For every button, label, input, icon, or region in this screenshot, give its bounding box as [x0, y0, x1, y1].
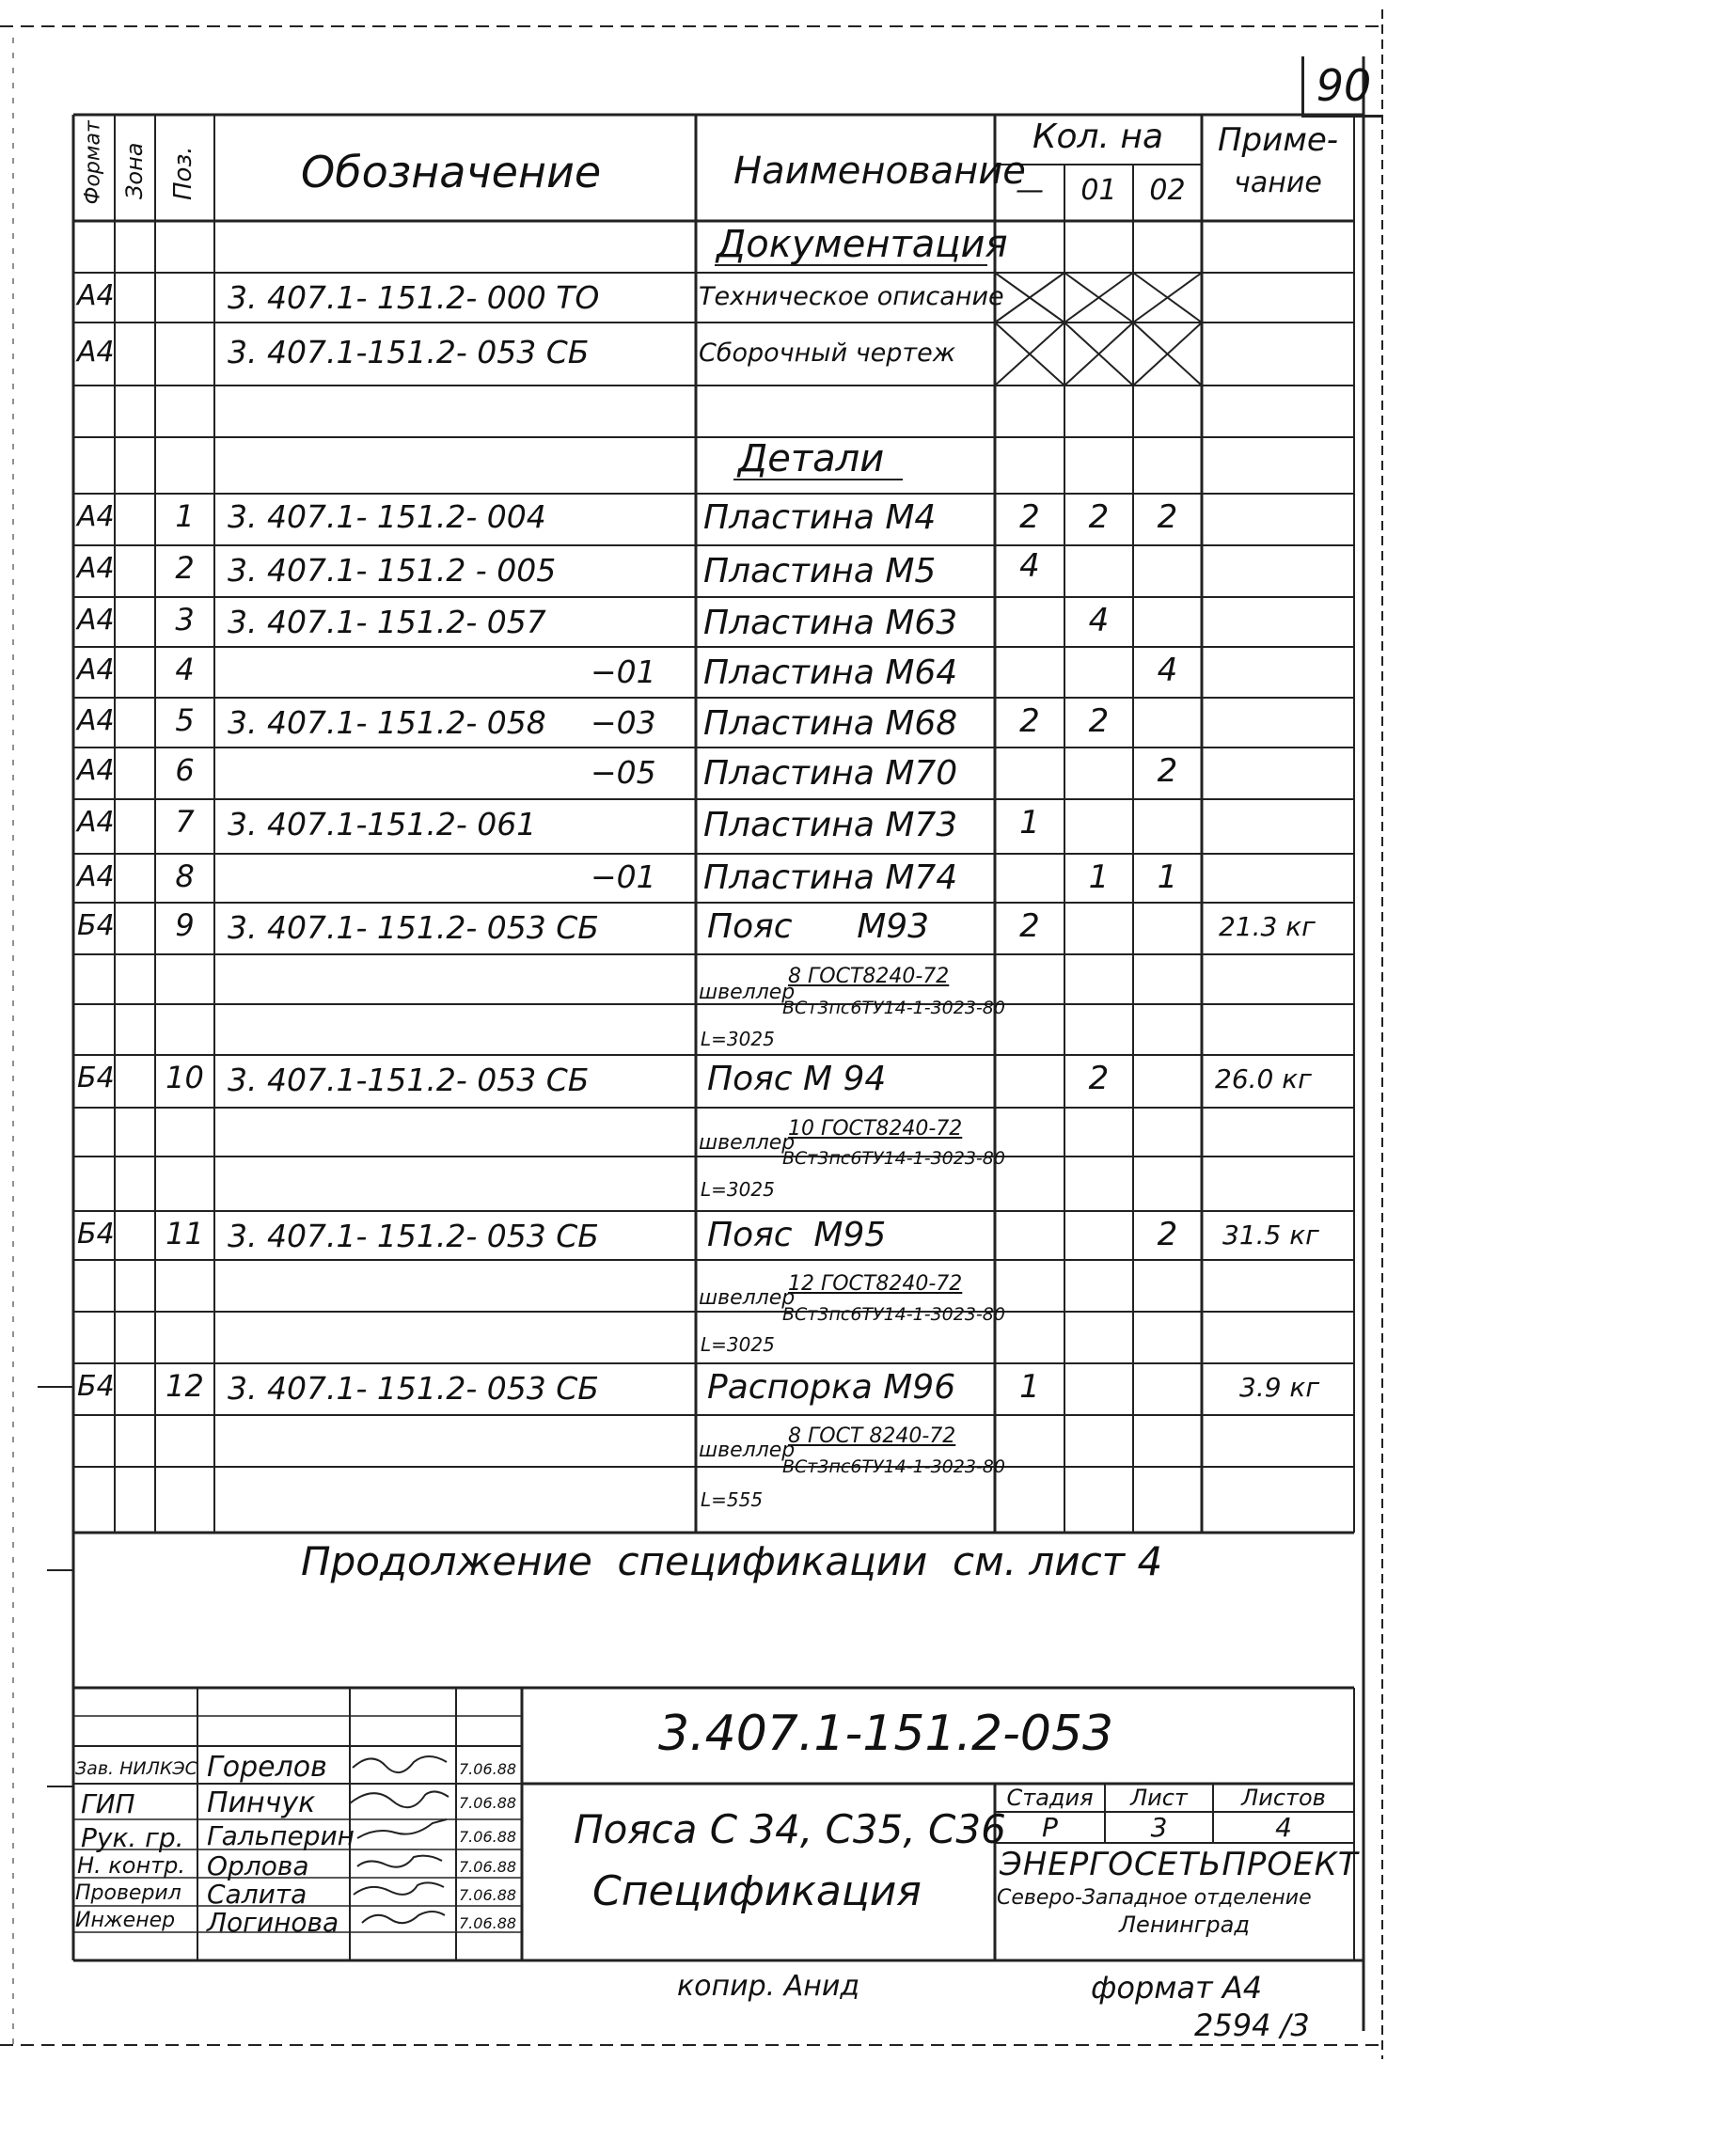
org-name: ЭНЕРГОСЕТЬПРОЕКТ [1000, 1846, 1359, 1883]
page-number: 90 [1301, 56, 1383, 118]
staff-role: Зав. НИЛКЭС [75, 1758, 197, 1779]
org-branch: Северо-Западное отделение [997, 1886, 1312, 1910]
row-designation: 3. 407.1-151.2- 053 СБ [228, 1062, 590, 1098]
row-qty-2: 4 [1157, 652, 1178, 689]
row-designation: 3. 407.1- 151.2 - 005 [228, 552, 557, 589]
row-pos: 9 [175, 907, 195, 943]
profile-length: L=555 [701, 1488, 764, 1511]
row-note: 3.9 кг [1239, 1372, 1320, 1403]
profile-type: швеллер [699, 1439, 796, 1462]
continuation-note: Продолжение спецификации см. лист 4 [301, 1538, 1163, 1584]
doc-row-designation: 3. 407.1- 151.2- 000 ТО [228, 279, 600, 316]
row-format: Б4 [77, 909, 115, 942]
staff-name: Горелов [207, 1751, 327, 1784]
row-qty-0: 2 [1019, 702, 1040, 740]
row-pos: 3 [175, 602, 195, 637]
row-suffix: −01 [591, 858, 656, 895]
staff-date: 7.06.88 [459, 1794, 517, 1812]
row-pos: 12 [166, 1368, 204, 1404]
row-note: 21.3 кг [1219, 911, 1316, 942]
row-designation: 3. 407.1- 151.2- 053 СБ [228, 909, 599, 946]
row-qty-0: 1 [1019, 804, 1040, 842]
row-name: Пластина М74 [703, 858, 958, 897]
row-qty-1: 2 [1088, 702, 1110, 740]
staff-role: Инженер [75, 1909, 176, 1932]
format-label: формат А4 [1091, 1970, 1263, 2006]
row-qty-2: 1 [1157, 858, 1178, 896]
staff-date: 7.06.88 [459, 1886, 517, 1904]
doc-row-format: А4 [77, 336, 115, 369]
row-designation: 3. 407.1- 151.2- 058 [228, 704, 546, 741]
row-format: А4 [77, 860, 115, 893]
profile-type: швеллер [699, 1131, 796, 1155]
staff-name: Логинова [207, 1907, 339, 1938]
row-name: Пояс М 94 [707, 1060, 887, 1098]
staff-name: Гальперин [207, 1820, 355, 1851]
header-qty-col-0: — [1016, 174, 1044, 207]
header-pos: Поз. [169, 146, 197, 200]
row-qty-2: 2 [1157, 752, 1178, 790]
row-format: Б4 [77, 1062, 115, 1094]
section-documentation: Документация [717, 223, 1008, 266]
staff-date: 7.06.88 [459, 1914, 517, 1932]
row-name: Пластина М63 [703, 604, 958, 642]
row-name: Пластина М70 [703, 754, 958, 793]
row-qty-0: 4 [1019, 547, 1040, 585]
row-pos: 5 [175, 702, 195, 738]
staff-role: Проверил [75, 1881, 181, 1905]
profile-size: 10 ГОСТ8240-72 [788, 1117, 963, 1141]
profile-size: 12 ГОСТ8240-72 [788, 1272, 963, 1296]
row-designation: 3. 407.1- 151.2- 057 [228, 604, 546, 640]
profile-type: швеллер [699, 1286, 796, 1310]
row-qty-1: 4 [1088, 602, 1110, 639]
row-name: Пояс М95 [707, 1216, 887, 1254]
header-qty-col-2: 02 [1149, 174, 1186, 207]
profile-length: L=3025 [701, 1333, 775, 1356]
row-designation: 3. 407.1- 151.2- 004 [228, 498, 546, 535]
row-qty-2: 2 [1157, 1216, 1178, 1253]
sheet-value: 3 [1150, 1812, 1168, 1843]
staff-date: 7.06.88 [459, 1828, 517, 1846]
row-name: Пластина М73 [703, 806, 958, 844]
row-qty-0: 2 [1019, 498, 1040, 536]
profile-length: L=3025 [701, 1028, 775, 1050]
row-note: 31.5 кг [1222, 1220, 1319, 1251]
row-pos: 8 [175, 858, 195, 894]
row-qty-2: 2 [1157, 498, 1178, 536]
row-format: А4 [77, 604, 115, 637]
doc-row-name: Техническое описание [699, 282, 1004, 311]
row-pos: 6 [175, 752, 195, 788]
row-name: Пояс М93 [707, 907, 930, 946]
doc-row-format: А4 [77, 279, 115, 312]
row-designation: 3. 407.1- 151.2- 053 СБ [228, 1218, 599, 1254]
doc-row-name: Сборочный чертеж [699, 338, 956, 368]
row-suffix: −03 [591, 704, 656, 741]
staff-name: Орлова [207, 1850, 309, 1881]
header-name: Наименование [733, 150, 1026, 193]
row-format: А4 [77, 806, 115, 839]
row-pos: 11 [166, 1216, 204, 1251]
staff-date: 7.06.88 [459, 1760, 517, 1778]
row-format: А4 [77, 754, 115, 787]
header-qty: Кол. на [1032, 118, 1164, 156]
profile-type: швеллер [699, 981, 796, 1004]
row-suffix: −01 [591, 653, 656, 690]
row-name: Пластина М64 [703, 653, 958, 692]
row-format: А4 [77, 500, 115, 533]
row-format: Б4 [77, 1218, 115, 1251]
row-pos: 2 [175, 550, 195, 586]
row-note: 26.0 кг [1215, 1063, 1312, 1094]
sheets-value: 4 [1275, 1812, 1292, 1843]
archive-number: 2594 /3 [1194, 2007, 1310, 2043]
profile-length: L=3025 [701, 1178, 775, 1201]
staff-date: 7.06.88 [459, 1858, 517, 1876]
row-pos: 10 [166, 1060, 204, 1095]
staff-name: Салита [207, 1879, 307, 1910]
row-qty-1: 2 [1088, 498, 1110, 536]
profile-size: 8 ГОСТ8240-72 [788, 965, 950, 988]
row-pos: 7 [175, 804, 195, 840]
staff-role: Рук. гр. [81, 1822, 184, 1853]
row-name: Пластина М5 [703, 552, 937, 590]
title-line2: Спецификация [592, 1867, 922, 1915]
staff-name: Пинчук [207, 1786, 316, 1819]
header-note-line2: чание [1234, 166, 1322, 199]
header-designation: Обозначение [301, 147, 602, 197]
row-name: Распорка М96 [707, 1368, 956, 1407]
row-format: А4 [77, 552, 115, 585]
staff-role: ГИП [81, 1788, 135, 1819]
row-suffix: −05 [591, 754, 656, 791]
sheets-label: Листов [1241, 1785, 1326, 1811]
copied-by: копир. Анид [677, 1970, 860, 2003]
row-format: А4 [77, 704, 115, 737]
header-zone: Зона [121, 142, 148, 199]
row-pos: 4 [175, 652, 195, 687]
profile-size: 8 ГОСТ 8240-72 [788, 1424, 956, 1448]
title-line1: Пояса С 34, С35, С36 [574, 1806, 1006, 1852]
row-format: Б4 [77, 1370, 115, 1403]
row-name: Пластина М68 [703, 704, 958, 743]
row-qty-0: 2 [1019, 907, 1040, 945]
doc-code: 3.407.1-151.2-053 [658, 1706, 1114, 1762]
stage-value: Р [1042, 1812, 1058, 1843]
row-name: Пластина М4 [703, 498, 937, 537]
row-qty-1: 1 [1088, 858, 1110, 896]
profile-steel: ВСт3пс6ТУ14-1-3023-80 [782, 1304, 1005, 1325]
header-format: Формат [81, 120, 105, 205]
staff-role: Н. контр. [77, 1852, 186, 1879]
row-format: А4 [77, 653, 115, 686]
row-qty-0: 1 [1019, 1368, 1040, 1406]
row-designation: 3. 407.1-151.2- 061 [228, 806, 537, 842]
row-designation: 3. 407.1- 151.2- 053 СБ [228, 1370, 599, 1407]
profile-steel: ВСт3пс6ТУ14-1-3023-80 [782, 1456, 1005, 1477]
row-qty-1: 2 [1088, 1060, 1110, 1097]
org-city: Ленинград [1119, 1912, 1250, 1938]
profile-steel: ВСт3пс6ТУ14-1-3023-80 [782, 1148, 1005, 1169]
row-pos: 1 [175, 498, 195, 534]
header-qty-col-1: 01 [1080, 174, 1117, 207]
doc-row-designation: 3. 407.1-151.2- 053 СБ [228, 334, 590, 370]
profile-steel: ВСт3пс6ТУ14-1-3023-80 [782, 998, 1005, 1018]
stage-label: Стадия [1006, 1785, 1094, 1811]
header-note-line1: Приме- [1217, 121, 1339, 159]
sheet-label: Лист [1130, 1785, 1188, 1811]
section-details: Детали [738, 437, 885, 480]
